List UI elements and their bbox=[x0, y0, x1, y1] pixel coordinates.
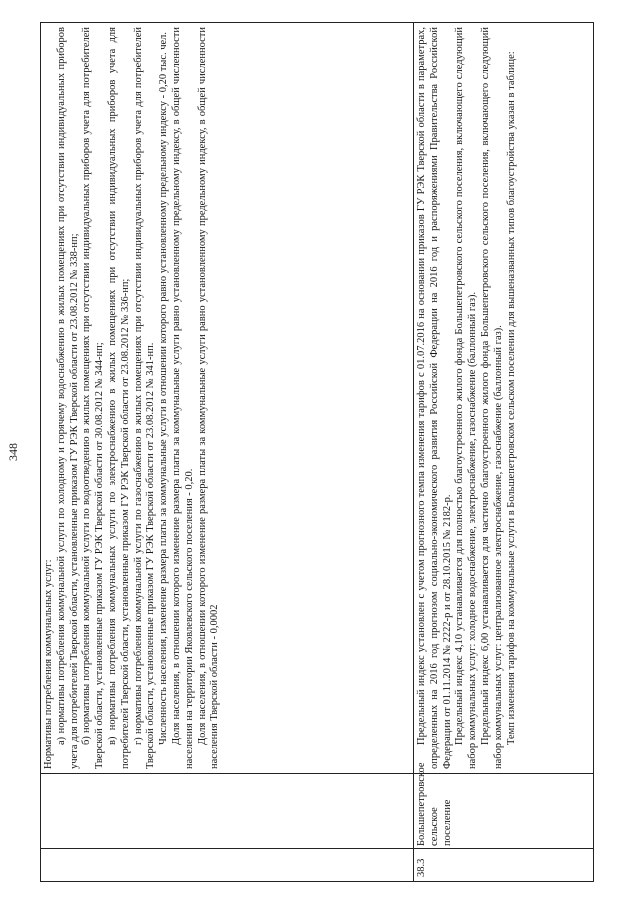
settlement-name-cell: Большепетровское сельское поселение bbox=[414, 774, 594, 849]
settlement-name-cell bbox=[41, 774, 414, 849]
row-content-cell bbox=[41, 23, 414, 774]
paragraph: Доля населения, в отношении которого изменение размера платы за коммунальные услуги равно установленному предельному индексу, в общей численности населения на территории Яковлевского сельского поселения - 0,20. bbox=[170, 27, 195, 769]
paragraph: Численность населения, изменение размера платы за коммунальные услуги в отношении которого равно установленному предельному индексу - 0,20 тыс. чел. bbox=[158, 31, 170, 745]
paragraph: Предельный индекс 4,10 устанавливается для полностью благоустроенного жилого фонда Большепетровского сельского поселения, включающего следующий набор коммунальных услуг: холодное водоснабжение, электроснабжение, газоснабжение (баллонный газ). bbox=[454, 27, 479, 769]
paragraph: г) нормативы потребления коммунальной услуги по газоснабжению в жилых помещениях при отсутствии индивидуальных приборов учета для потребителей Тверской области, установленные приказом ГУ РЭК Тверской области от 23.08.2012 № 341-нп. bbox=[132, 27, 157, 769]
paragraph: Нормативы потребления коммунальных услуг: bbox=[43, 559, 54, 769]
rotated-page-content bbox=[6, 22, 600, 882]
paragraph: б) нормативы потребления коммунальной услуги по водоотведению в жилых помещениях при отсутствии индивидуальных приборов учета для потребителей Тверской области, установленные приказом ГУ РЭК Тверской области от 30.08.2012 № 344-нп; bbox=[81, 27, 106, 769]
row-number-cell bbox=[41, 849, 414, 882]
table-row bbox=[41, 23, 414, 882]
paragraph: Темп изменения тарифов на коммунальные услуги в Большепетровском сельском поселении для вышеназванных типов благоустройства указан в таблице: bbox=[505, 51, 517, 745]
paragraph: в) нормативы потребления коммунальных услуги по электроснабжению в жилых помещениях при отсутствии индивидуальных приборов учета для потребителей Тверской области, установленные приказом ГУ РЭК Тверской области от 23.08.2012 № 336-нп; bbox=[106, 27, 131, 769]
page-number: 348 bbox=[6, 443, 20, 461]
paragraph: Предельный индекс установлен с учетом прогнозного темпа изменения тарифов с 01.07.2016 на основании приказов ГУ РЭК Тверской области в параметрах, определенных на 2016 год прогнозом социально-экономического развития Российской Федерации на 2016 год и распоряжениями Правительства Российской Федерации от 01.11.2014 № 2222-р и от 28.10.2015 № 2182-р. bbox=[416, 27, 453, 769]
paragraph: а) нормативы потребления коммунальной услуги по холодному и горячему водоснабжению в жилых помещениях при отсутствии индивидуальных приборов учета для потребителей Тверской области, установленные приказом ГУ РЭК Тверской области от 23.08.2012 № 338-нп; bbox=[55, 27, 80, 769]
table-row bbox=[414, 23, 594, 882]
row-number-cell: 38.3 bbox=[414, 849, 594, 882]
tariff-table bbox=[40, 22, 594, 882]
paragraph: Доля населения, в отношении которого изменение размера платы за коммунальные услуги равно установленному предельному индексу, в общей численности населения Тверской области - 0,0002 bbox=[196, 27, 221, 769]
paragraph: Предельный индекс 6,00 устанавливается для частично благоустроенного жилого фонда Большепетровского сельского поселения, включающего следующий набор коммунальных услуг: централизованное электроснабжение, газоснабжение (баллонный газ). bbox=[479, 27, 504, 769]
row-content-cell bbox=[414, 23, 594, 774]
